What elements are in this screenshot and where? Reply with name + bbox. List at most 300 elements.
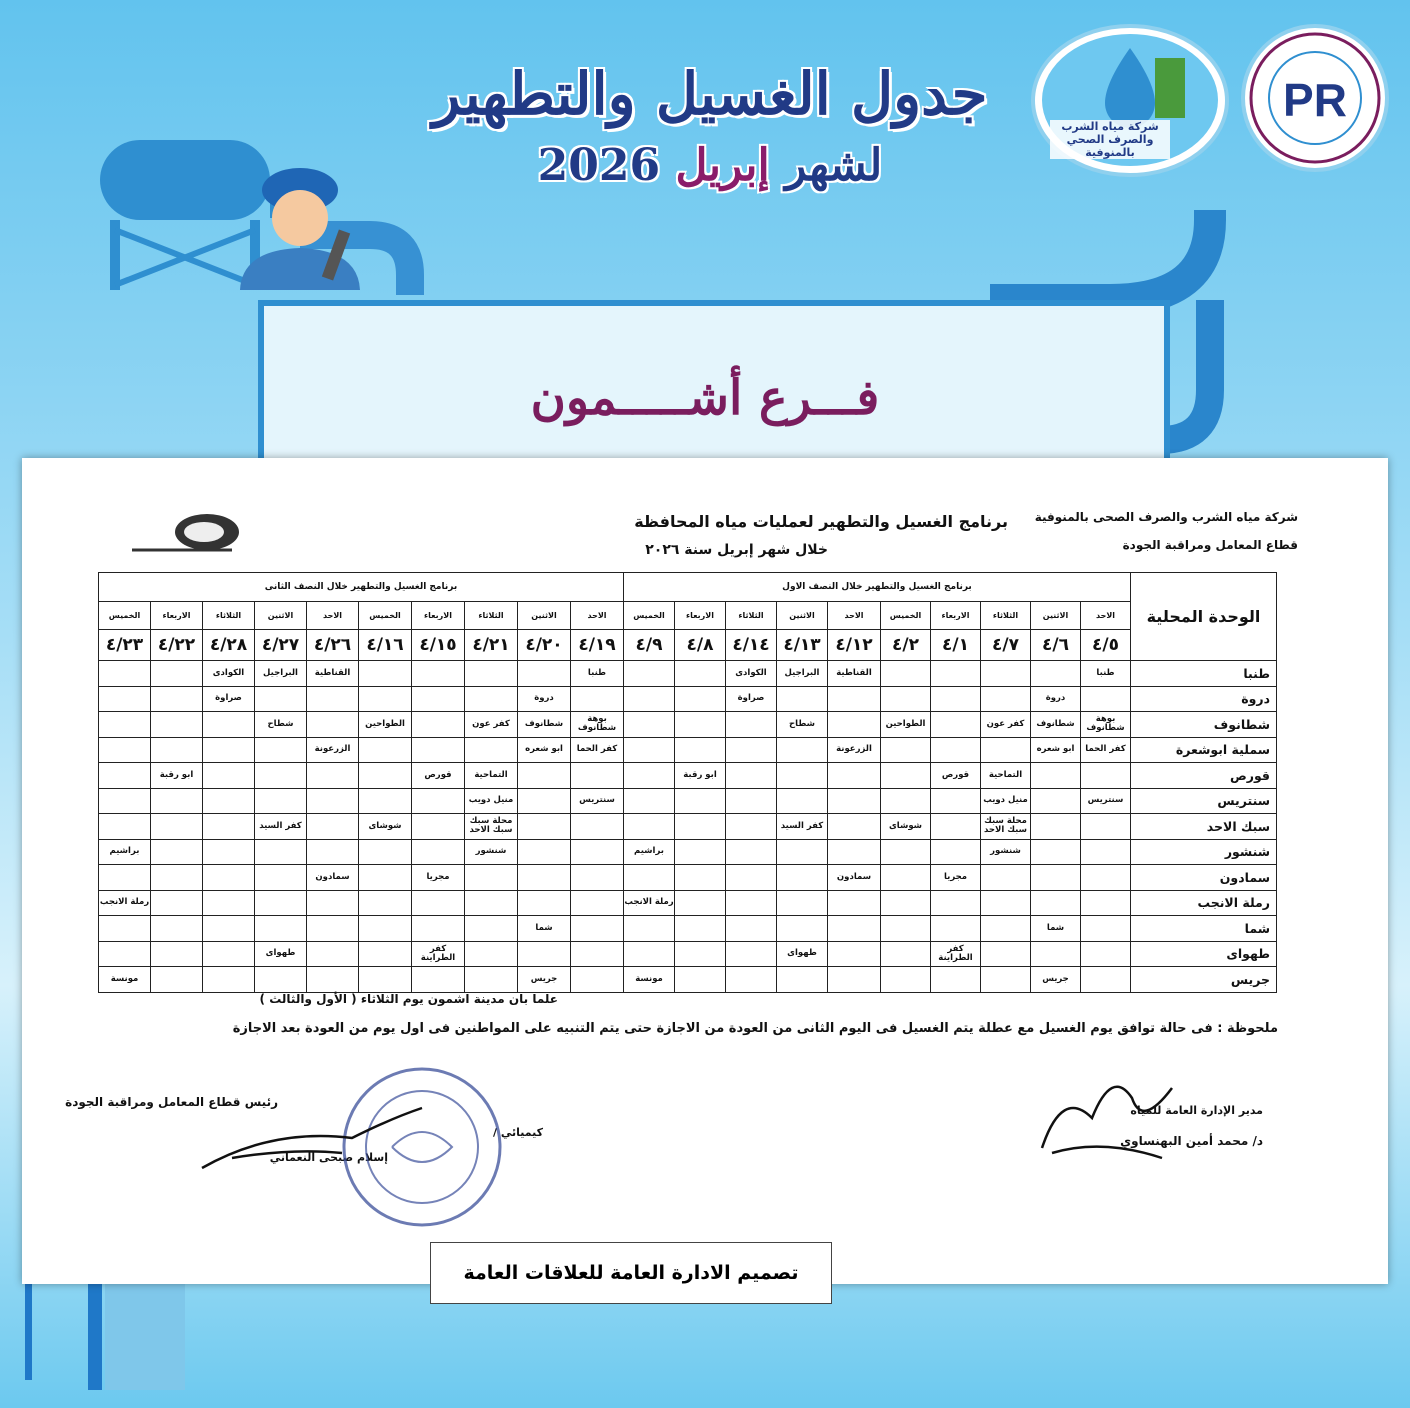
schedule-cell <box>931 839 981 865</box>
schedule-cell <box>307 839 359 865</box>
schedule-cell <box>571 916 624 942</box>
schedule-table <box>98 572 1277 993</box>
schedule-cell: كفر الطراينة <box>412 941 465 967</box>
sign-right-name: د/ محمد أمين البهنساوي <box>1120 1134 1263 1148</box>
schedule-cell: الكوادى <box>726 661 777 687</box>
schedule-cell: طنبا <box>571 661 624 687</box>
day-header: الخميس <box>881 602 931 630</box>
schedule-cell <box>359 737 412 763</box>
schedule-cell <box>981 737 1031 763</box>
date-header: ٤/٩ <box>624 630 675 661</box>
unit-name: رملة الانجب <box>1131 890 1277 916</box>
schedule-cell <box>624 916 675 942</box>
schedule-cell <box>881 941 931 967</box>
schedule-cell <box>1081 890 1131 916</box>
schedule-cell <box>675 712 726 738</box>
schedule-body <box>99 661 1277 993</box>
unit-name: سنتريس <box>1131 788 1277 814</box>
date-header: ٤/٢٧ <box>255 630 307 661</box>
schedule-cell <box>255 788 307 814</box>
schedule-cell: براشيم <box>99 839 151 865</box>
schedule-cell <box>777 788 828 814</box>
schedule-cell: شطانوف <box>518 712 571 738</box>
schedule-cell: التماحية <box>981 763 1031 789</box>
schedule-cell <box>151 788 203 814</box>
schedule-cell: قورص <box>412 763 465 789</box>
schedule-cell: ابو رقبة <box>675 763 726 789</box>
date-header: ٤/١ <box>931 630 981 661</box>
schedule-cell <box>359 890 412 916</box>
schedule-cell <box>675 916 726 942</box>
schedule-cell <box>203 788 255 814</box>
unit-name: سبك الاحد <box>1131 814 1277 840</box>
schedule-cell <box>624 712 675 738</box>
schedule-cell <box>151 967 203 993</box>
doc-company: شركة مياه الشرب والصرف الصحى بالمنوفية <box>1034 510 1298 524</box>
schedule-cell <box>675 890 726 916</box>
table-row <box>99 763 1277 789</box>
schedule-cell <box>518 814 571 840</box>
subtitle-month: إبريل <box>675 140 770 191</box>
schedule-cell <box>777 763 828 789</box>
table-row <box>99 967 1277 993</box>
date-header: ٤/٢٢ <box>151 630 203 661</box>
schedule-cell <box>465 661 518 687</box>
sign-right-title: مدير الإدارة العامة للمياه <box>1130 1104 1263 1117</box>
schedule-cell <box>359 686 412 712</box>
schedule-cell <box>412 737 465 763</box>
schedule-cell: دروة <box>518 686 571 712</box>
schedule-cell: شما <box>1031 916 1081 942</box>
schedule-cell <box>307 788 359 814</box>
schedule-cell <box>359 839 412 865</box>
schedule-cell <box>151 737 203 763</box>
schedule-cell <box>981 916 1031 942</box>
pr-logo-graphic <box>1245 28 1385 168</box>
table-row <box>99 839 1277 865</box>
unit-name: سملية ابوشعرة <box>1131 737 1277 763</box>
schedule-cell <box>255 763 307 789</box>
schedule-cell <box>675 814 726 840</box>
unit-header: الوحدة المحلية <box>1131 573 1277 661</box>
day-header: الخميس <box>99 602 151 630</box>
schedule-cell <box>777 967 828 993</box>
schedule-cell <box>726 941 777 967</box>
schedule-cell: كفر الطراينة <box>931 941 981 967</box>
schedule-cell <box>465 737 518 763</box>
schedule-cell <box>1081 967 1131 993</box>
schedule-cell <box>881 763 931 789</box>
schedule-cell: الطواحين <box>881 712 931 738</box>
schedule-cell <box>151 916 203 942</box>
schedule-cell <box>675 941 726 967</box>
schedule-cell <box>151 712 203 738</box>
schedule-cell <box>931 967 981 993</box>
schedule-cell <box>675 839 726 865</box>
schedule-cell <box>571 686 624 712</box>
schedule-cell <box>518 763 571 789</box>
schedule-cell: شطانوف <box>1031 712 1081 738</box>
doc-heading: برنامج الغسيل والتطهير لعمليات مياه المحافظة <box>634 512 1008 531</box>
table-row <box>99 941 1277 967</box>
schedule-cell <box>412 916 465 942</box>
schedule-cell <box>99 686 151 712</box>
date-header: ٤/١٩ <box>571 630 624 661</box>
day-header: الاحد <box>307 602 359 630</box>
second-half-header: برنامج الغسيل والتطهير خلال النصف الثانى <box>99 573 624 602</box>
schedule-cell: القناطية <box>307 661 359 687</box>
date-header: ٤/٨ <box>675 630 726 661</box>
schedule-cell <box>255 967 307 993</box>
pr-logo <box>1245 28 1385 168</box>
schedule-cell <box>777 890 828 916</box>
unit-name: شنشور <box>1131 839 1277 865</box>
day-header: الثلاثاء <box>981 602 1031 630</box>
schedule-cell: كفر السيد <box>777 814 828 840</box>
schedule-cell <box>255 890 307 916</box>
schedule-cell <box>151 661 203 687</box>
schedule-cell <box>99 941 151 967</box>
schedule-cell <box>571 941 624 967</box>
schedule-cell: كفر الحما <box>571 737 624 763</box>
schedule-cell: شطاح <box>777 712 828 738</box>
schedule-cell <box>675 788 726 814</box>
table-row <box>99 916 1277 942</box>
note-days: علما بان مدينة اشمون يوم الثلاثاء ( الأول والثالث ) <box>259 992 558 1006</box>
schedule-cell <box>518 941 571 967</box>
schedule-cell <box>99 788 151 814</box>
date-header: ٤/١٢ <box>828 630 881 661</box>
schedule-cell <box>465 686 518 712</box>
schedule-cell <box>726 788 777 814</box>
day-header: الاربعاء <box>931 602 981 630</box>
day-header: الاثنين <box>255 602 307 630</box>
table-row <box>99 865 1277 891</box>
schedule-cell <box>255 737 307 763</box>
day-header: الاحد <box>1081 602 1131 630</box>
schedule-cell <box>726 865 777 891</box>
schedule-cell <box>518 839 571 865</box>
schedule-cell <box>151 814 203 840</box>
date-header: ٤/٧ <box>981 630 1031 661</box>
schedule-cell: الطواحين <box>359 712 412 738</box>
schedule-cell <box>412 788 465 814</box>
day-header: الاثنين <box>1031 602 1081 630</box>
schedule-cell: كفر عون <box>981 712 1031 738</box>
date-header: ٤/١٦ <box>359 630 412 661</box>
schedule-cell <box>203 916 255 942</box>
days-row <box>99 602 1277 630</box>
table-row <box>99 814 1277 840</box>
schedule-cell <box>931 916 981 942</box>
schedule-cell <box>881 865 931 891</box>
pr-logo-text: PR <box>1283 74 1347 126</box>
schedule-cell <box>828 839 881 865</box>
schedule-cell <box>412 890 465 916</box>
doc-period: خلال شهر إبريل سنة ٢٠٢٦ <box>645 542 828 558</box>
schedule-cell: التماحية <box>465 763 518 789</box>
schedule-cell <box>981 865 1031 891</box>
schedule-cell: محلة سبك سبك الاحد <box>465 814 518 840</box>
schedule-cell <box>465 916 518 942</box>
schedule-cell <box>1031 839 1081 865</box>
schedule-cell <box>203 814 255 840</box>
schedule-cell <box>465 967 518 993</box>
schedule-cell: سمادون <box>828 865 881 891</box>
schedule-cell: بوهة شطانوف <box>571 712 624 738</box>
date-header: ٤/٢ <box>881 630 931 661</box>
schedule-cell <box>726 763 777 789</box>
schedule-cell <box>99 916 151 942</box>
unit-name: سمادون <box>1131 865 1277 891</box>
schedule-cell: كفر عون <box>465 712 518 738</box>
schedule-cell: صراوة <box>726 686 777 712</box>
schedule-cell <box>359 916 412 942</box>
schedule-cell <box>881 788 931 814</box>
date-header: ٤/١٤ <box>726 630 777 661</box>
schedule-cell <box>151 865 203 891</box>
sign-left-prefix: كيميائي / <box>493 1126 543 1139</box>
schedule-cell <box>359 788 412 814</box>
schedule-cell: جريس <box>1031 967 1081 993</box>
schedule-cell <box>1081 839 1131 865</box>
schedule-cell: طهواى <box>255 941 307 967</box>
schedule-cell <box>255 865 307 891</box>
schedule-cell <box>571 865 624 891</box>
schedule-cell <box>203 839 255 865</box>
schedule-cell <box>307 686 359 712</box>
schedule-cell <box>307 814 359 840</box>
schedule-cell <box>255 839 307 865</box>
schedule-cell <box>518 865 571 891</box>
schedule-cell <box>518 890 571 916</box>
schedule-cell <box>571 763 624 789</box>
schedule-cell <box>828 916 881 942</box>
date-header: ٤/٢١ <box>465 630 518 661</box>
branch-title: فـــرع أشـــــمون <box>530 370 880 426</box>
subtitle-year: 2026 <box>537 140 661 191</box>
schedule-cell <box>307 916 359 942</box>
schedule-cell <box>981 967 1031 993</box>
schedule-cell <box>981 890 1031 916</box>
signature <box>1022 1058 1192 1168</box>
schedule-cell <box>931 890 981 916</box>
schedule-cell <box>203 890 255 916</box>
schedule-cell <box>981 686 1031 712</box>
schedule-cell <box>307 890 359 916</box>
schedule-cell <box>518 661 571 687</box>
schedule-cell <box>624 941 675 967</box>
schedule-cell <box>1031 814 1081 840</box>
note-holiday: ملحوظة : فى حالة توافق يوم الغسيل مع عطلة يتم الغسيل فى اليوم الثانى من العودة من الاجازة حتى يتم التنبيه على المواطنين فى اول يوم من العودة بعد الاجازة <box>232 1021 1278 1036</box>
schedule-cell: القناطية <box>828 661 881 687</box>
schedule-cell: طنبا <box>1081 661 1131 687</box>
schedule-cell <box>881 737 931 763</box>
schedule-cell: كفر الحما <box>1081 737 1131 763</box>
schedule-cell: شوشاى <box>359 814 412 840</box>
schedule-cell <box>726 839 777 865</box>
schedule-cell <box>624 865 675 891</box>
date-header: ٤/٥ <box>1081 630 1131 661</box>
schedule-cell <box>359 763 412 789</box>
schedule-cell: جريس <box>518 967 571 993</box>
schedule-cell <box>412 839 465 865</box>
schedule-cell: الزرعونة <box>828 737 881 763</box>
schedule-cell <box>99 661 151 687</box>
schedule-cell <box>981 941 1031 967</box>
schedule-cell: البراجيل <box>255 661 307 687</box>
day-header: الخميس <box>624 602 675 630</box>
first-half-header: برنامج الغسيل والتطهير خلال النصف الاول <box>624 573 1131 602</box>
schedule-cell <box>412 814 465 840</box>
schedule-cell: البراجيل <box>777 661 828 687</box>
schedule-cell <box>931 788 981 814</box>
schedule-cell <box>571 839 624 865</box>
schedule-cell: الكوادى <box>203 661 255 687</box>
schedule-cell <box>624 788 675 814</box>
schedule-cell <box>1081 814 1131 840</box>
date-header: ٤/٢٠ <box>518 630 571 661</box>
schedule-cell <box>624 763 675 789</box>
schedule-cell <box>1081 916 1131 942</box>
table-row <box>99 890 1277 916</box>
day-header: الثلاثاء <box>465 602 518 630</box>
schedule-cell <box>931 814 981 840</box>
schedule-cell: شوشاى <box>881 814 931 840</box>
schedule-cell: سمادون <box>307 865 359 891</box>
schedule-cell <box>931 661 981 687</box>
table-row <box>99 686 1277 712</box>
schedule-cell: مجريا <box>931 865 981 891</box>
schedule-cell: سنتريس <box>1081 788 1131 814</box>
schedule-cell <box>1031 941 1081 967</box>
schedule-cell <box>726 967 777 993</box>
schedule-cell: رملة الانجب <box>624 890 675 916</box>
schedule-cell <box>828 890 881 916</box>
schedule-cell <box>981 661 1031 687</box>
schedule-cell <box>881 916 931 942</box>
schedule-cell <box>777 737 828 763</box>
schedule-cell <box>203 712 255 738</box>
schedule-cell <box>777 916 828 942</box>
schedule-cell <box>1031 890 1081 916</box>
schedule-cell <box>99 865 151 891</box>
schedule-cell <box>675 686 726 712</box>
schedule-cell <box>726 814 777 840</box>
schedule-cell <box>931 686 981 712</box>
schedule-cell: الزرعونة <box>307 737 359 763</box>
schedule-cell: شنشور <box>981 839 1031 865</box>
schedule-cell: شطاح <box>255 712 307 738</box>
date-header: ٤/٢٨ <box>203 630 255 661</box>
day-header: الاثنين <box>777 602 828 630</box>
schedule-cell <box>307 712 359 738</box>
worker-icon <box>230 150 380 290</box>
table-row <box>99 712 1277 738</box>
day-header: الثلاثاء <box>203 602 255 630</box>
schedule-cell: مجريا <box>412 865 465 891</box>
table-row <box>99 661 1277 687</box>
schedule-cell: ابو شعره <box>518 737 571 763</box>
schedule-cell <box>881 839 931 865</box>
schedule-cell: منيل دويب <box>465 788 518 814</box>
day-header: الاربعاء <box>675 602 726 630</box>
schedule-cell <box>1031 865 1081 891</box>
signature <box>192 1098 432 1178</box>
schedule-cell <box>1031 661 1081 687</box>
doc-logo-icon <box>132 510 242 560</box>
unit-name: طهواى <box>1131 941 1277 967</box>
schedule-cell <box>571 890 624 916</box>
day-header: الخميس <box>359 602 412 630</box>
schedule-document <box>22 458 1388 1284</box>
schedule-cell: مونسة <box>99 967 151 993</box>
schedule-cell: ابو شعره <box>1031 737 1081 763</box>
schedule-cell <box>465 890 518 916</box>
doc-sector: قطاع المعامل ومراقبة الجودة <box>1122 538 1298 552</box>
unit-name: دروة <box>1131 686 1277 712</box>
day-header: الاربعاء <box>412 602 465 630</box>
schedule-cell <box>359 967 412 993</box>
schedule-cell: سنتريس <box>571 788 624 814</box>
schedule-cell <box>881 686 931 712</box>
day-header: الاحد <box>571 602 624 630</box>
schedule-cell: مونسة <box>624 967 675 993</box>
schedule-cell <box>624 686 675 712</box>
schedule-cell <box>465 941 518 967</box>
schedule-cell: براشيم <box>624 839 675 865</box>
schedule-cell <box>624 814 675 840</box>
schedule-cell <box>151 686 203 712</box>
schedule-cell <box>828 712 881 738</box>
schedule-cell <box>624 737 675 763</box>
schedule-cell <box>828 941 881 967</box>
schedule-cell <box>675 967 726 993</box>
sign-left-name: إسلام صبحى النعماني <box>269 1151 388 1164</box>
schedule-cell <box>307 967 359 993</box>
day-header: الاثنين <box>518 602 571 630</box>
schedule-cell: منيل دويب <box>981 788 1031 814</box>
schedule-cell: طهواى <box>777 941 828 967</box>
schedule-cell <box>1081 763 1131 789</box>
day-header: الاحد <box>828 602 881 630</box>
schedule-cell: شما <box>518 916 571 942</box>
schedule-cell <box>151 941 203 967</box>
schedule-cell <box>465 865 518 891</box>
schedule-cell <box>1031 788 1081 814</box>
schedule-cell <box>1081 686 1131 712</box>
schedule-cell: كفر السيد <box>255 814 307 840</box>
schedule-cell: شنشور <box>465 839 518 865</box>
schedule-cell <box>931 712 981 738</box>
schedule-cell <box>203 737 255 763</box>
poster-title: جدول الغسيل والتطهير <box>432 60 988 128</box>
unit-name: شما <box>1131 916 1277 942</box>
schedule-cell <box>726 712 777 738</box>
schedule-cell <box>1081 865 1131 891</box>
schedule-cell <box>203 865 255 891</box>
schedule-cell <box>359 941 412 967</box>
schedule-cell: دروة <box>1031 686 1081 712</box>
schedule-cell <box>571 967 624 993</box>
schedule-cell <box>359 865 412 891</box>
schedule-cell <box>99 814 151 840</box>
schedule-cell: محلة سبك سبك الاحد <box>981 814 1031 840</box>
schedule-cell <box>99 763 151 789</box>
schedule-cell <box>777 839 828 865</box>
schedule-cell: صراوة <box>203 686 255 712</box>
schedule-cell <box>726 890 777 916</box>
